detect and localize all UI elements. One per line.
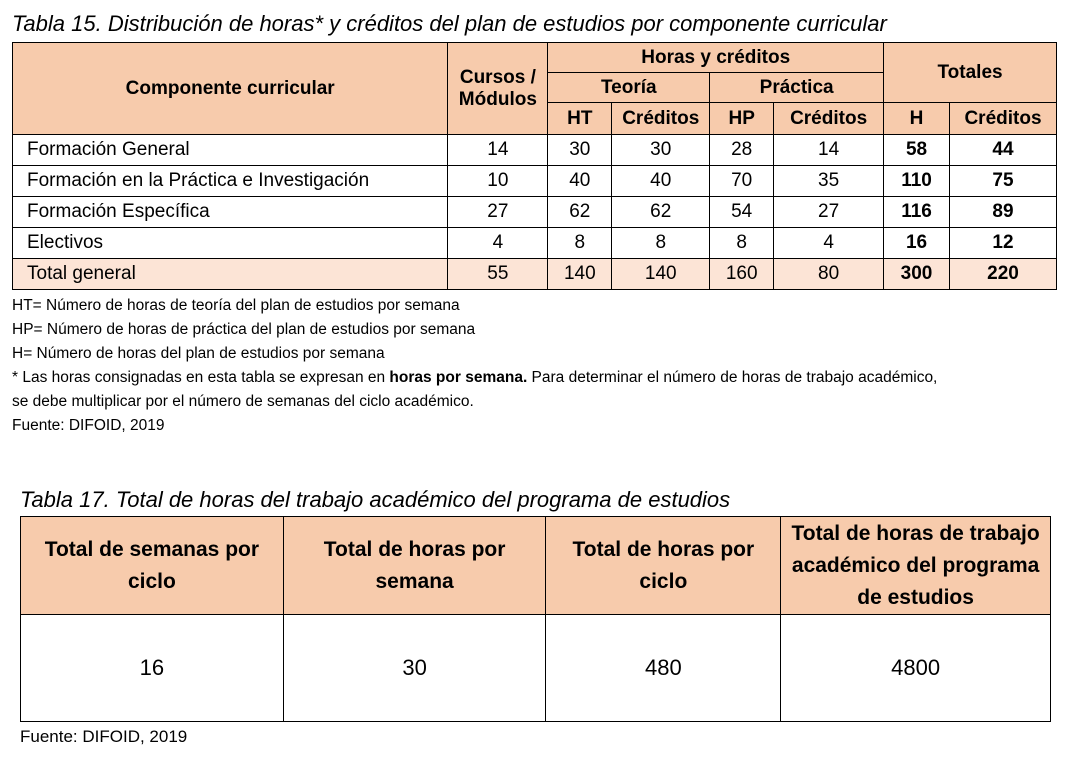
note-h: H= Número de horas del plan de estudios por semana: [12, 345, 385, 362]
header-weeks: Total de semanas por ciclo: [21, 517, 284, 615]
header-practice: Práctica: [710, 73, 884, 103]
total-ht: 140: [548, 259, 612, 290]
cell-total-credits: 75: [949, 166, 1056, 197]
table15-caption: Tabla 15. Distribución de horas* y créditos del plan de estudios por componente curricular: [12, 11, 887, 36]
cell-theory-credits: 8: [612, 228, 710, 259]
total-theory-credits: 140: [612, 259, 710, 290]
cell-theory-credits: 62: [612, 197, 710, 228]
table15-notes: [12, 294, 1062, 438]
cell-total-credits: 89: [949, 197, 1056, 228]
cell-h: 58: [884, 135, 950, 166]
header-theory: Teoría: [548, 73, 710, 103]
note-asterisk: [12, 366, 1062, 390]
table17: [20, 516, 1051, 722]
row-name: Formación General: [13, 135, 448, 166]
table15-source: Fuente: DIFOID, 2019: [12, 417, 165, 434]
cell-weeks: 16: [21, 615, 284, 722]
table17-caption: Tabla 17. Total de horas del trabajo académico del programa de estudios: [20, 487, 731, 512]
header-practice-credits: Créditos: [774, 103, 884, 135]
cell-practice-credits: 35: [774, 166, 884, 197]
row-name: Electivos: [13, 228, 448, 259]
table-row: [13, 166, 1057, 197]
cell-practice-credits: 14: [774, 135, 884, 166]
note-asterisk-pre: * Las horas consignadas en esta tabla se expresan en: [12, 369, 390, 386]
total-hp: 160: [710, 259, 774, 290]
cell-h: 16: [884, 228, 950, 259]
note-asterisk-line2: se debe multiplicar por el número de semanas del ciclo académico.: [12, 393, 474, 410]
header-ht: HT: [548, 103, 612, 135]
header-hours-week: Total de horas por semana: [283, 517, 546, 615]
header-theory-credits: Créditos: [612, 103, 710, 135]
cell-hours-cycle: 480: [546, 615, 781, 722]
header-h: H: [884, 103, 950, 135]
row-name: Formación en la Práctica e Investigación: [13, 166, 448, 197]
header-courses: Cursos / Módulos: [448, 43, 548, 135]
header-total-credits: Créditos: [949, 103, 1056, 135]
cell-hp: 70: [710, 166, 774, 197]
total-credits: 220: [949, 259, 1056, 290]
cell-hp: 54: [710, 197, 774, 228]
total-courses: 55: [448, 259, 548, 290]
header-hp: HP: [710, 103, 774, 135]
cell-ht: 8: [548, 228, 612, 259]
cell-hp: 28: [710, 135, 774, 166]
total-name: Total general: [13, 259, 448, 290]
row-name: Formación Específica: [13, 197, 448, 228]
cell-hours-week: 30: [283, 615, 546, 722]
table-row: [13, 135, 1057, 166]
cell-courses: 14: [448, 135, 548, 166]
note-asterisk-post: Para determinar el número de horas de trabajo académico,: [527, 369, 938, 386]
note-ht: HT= Número de horas de teoría del plan de estudios por semana: [12, 297, 460, 314]
header-hours-program: Total de horas de trabajo académico del programa de estudios: [781, 517, 1051, 615]
cell-theory-credits: 30: [612, 135, 710, 166]
table15: [12, 42, 1057, 290]
cell-h: 116: [884, 197, 950, 228]
header-hours-cycle: Total de horas por ciclo: [546, 517, 781, 615]
cell-courses: 4: [448, 228, 548, 259]
cell-hp: 8: [710, 228, 774, 259]
cell-practice-credits: 27: [774, 197, 884, 228]
cell-courses: 10: [448, 166, 548, 197]
note-hp: HP= Número de horas de práctica del plan de estudios por semana: [12, 321, 476, 338]
cell-ht: 30: [548, 135, 612, 166]
header-component: Componente curricular: [13, 43, 448, 135]
table-row: [21, 615, 1051, 722]
cell-practice-credits: 4: [774, 228, 884, 259]
cell-total-credits: 44: [949, 135, 1056, 166]
table17-source: Fuente: DIFOID, 2019: [20, 727, 188, 746]
cell-hours-program: 4800: [781, 615, 1051, 722]
cell-theory-credits: 40: [612, 166, 710, 197]
cell-ht: 62: [548, 197, 612, 228]
table-row: [13, 197, 1057, 228]
table-row: [13, 228, 1057, 259]
total-practice-credits: 80: [774, 259, 884, 290]
total-h: 300: [884, 259, 950, 290]
header-hours-credits: Horas y créditos: [548, 43, 884, 73]
cell-total-credits: 12: [949, 228, 1056, 259]
total-row: [13, 259, 1057, 290]
header-totals: Totales: [884, 43, 1057, 103]
cell-h: 110: [884, 166, 950, 197]
cell-courses: 27: [448, 197, 548, 228]
cell-ht: 40: [548, 166, 612, 197]
note-asterisk-bold: horas por semana.: [389, 369, 528, 386]
